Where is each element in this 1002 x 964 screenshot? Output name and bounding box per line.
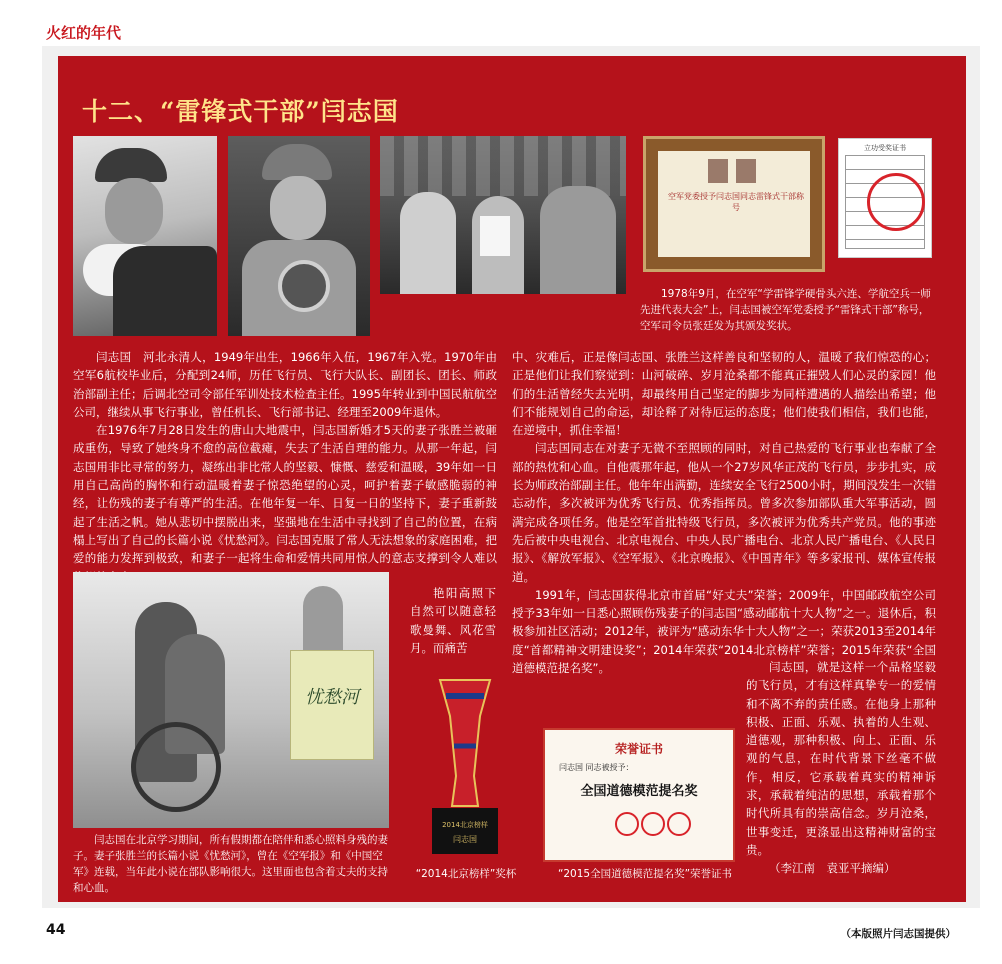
framed-certificate-text: 空军党委授予闫志国同志雷锋式干部称号	[668, 192, 804, 212]
certificate-handover	[480, 216, 510, 256]
caption-wheelchair: 闫志国在北京学习期间，所有假期都在陪伴和悉心照料身残的妻子。妻子张胜兰的长篇小说《忧愁河》，曾在《空军报》和《中国空军》连载，当年此小说在部队影响很大。这里面也包含着丈夫的支持和心血。	[73, 834, 388, 894]
honor-certificate-image	[543, 728, 735, 862]
flower-shape	[278, 260, 330, 312]
article-paragraph: 闫志国 河北永清人，1949年出生，1966年入伍，1967年入党。1970年由空军6航校毕业后，分配到24师，历任飞行员、飞行大队长、副团长、团长、师政治部副主任；后调北空司令部任军训处技术检查主任。1995年转业到中国民航航空公司，继续从事飞行事业，曾任机长、飞行部书记、经理至2009年退休。	[73, 350, 497, 419]
page-number: 44	[46, 922, 66, 938]
jacket-shape	[113, 246, 217, 336]
award-ceremony-photo	[380, 136, 626, 294]
article-paragraph: 1991年，闫志国获得北京市首届“好丈夫”荣誉；2009年，中国邮政航空公司授予33年如一日悉心照顾伤残妻子的闫志国“感动邮航十大人物”之一。退休后，积极参加社区活动；2012年，被评为“感动东华十大人物”之一；荣获2013至2014年度“首都精神文明建设奖”；2014年荣获“2014北京榜样”荣誉；2015年荣获“全国道德模范提名奖”。	[512, 587, 936, 676]
article-paragraph: 闫志国，就是这样一个品格坚毅的飞行员，才有这样真挚专一的爱情和不离不弃的责任感。在他身上那种积极、正面、乐观、执着的人生观、道德观，那种积极、向上、正面、乐观的气息，在时代背景下丝毫不做作，相反，它承载着真实的精神诉求，承载着纯洁的思想，承载着那个时代所具有的崇高信念。岁月沧桑，世事变迁，更涤显出这精神财富的宝贵。	[746, 660, 936, 857]
section-title: 十二、“雷锋式干部”闫志国	[82, 97, 399, 126]
article-column-1-tail: 艳阳高照下自然可以随意轻歌曼舞、风花雪月。而痛苦	[410, 586, 496, 655]
face-shape	[270, 176, 326, 240]
magazine-section-header: 火红的年代	[46, 24, 122, 42]
wheel-shape	[131, 722, 221, 812]
portrait-left	[708, 159, 728, 183]
merit-certificate-title: 立功受奖证书	[864, 144, 906, 152]
framed-certificate	[643, 136, 825, 272]
vase-name-label: 闫志国	[453, 835, 477, 844]
article-paragraph: 闫志国同志在对妻子无微不至照顾的同时，对自己热爱的飞行事业也奉献了全部的热忱和心血。自他震那年起，他从一个27岁风华正茂的飞行员，步步扎实，成长为师政治部副主任。他年年出满勤，连续安全飞行2500小时，期间没发生一次错忘动作，多次被评为优秀飞行员、优秀指挥员。曾多次参加部队重大军事活动，圆满完成各项任务。他是空军首批特级飞行员，多次被评为优秀共产党员。他的事迹先后被中央电视台、北京电视台、中央人民广播电台、北京人民广播电台、《人民日报》、《解放军报》、《空军报》、《北京晚报》、《中国青年》等多家报刊、媒体宣传报道。	[512, 441, 936, 584]
face-shape	[105, 178, 163, 244]
merit-certificate	[838, 138, 932, 258]
article-signature: （李江南 袁亚平摘编）	[769, 861, 896, 876]
book-cover-image	[290, 650, 374, 760]
pagoda-shape	[303, 586, 343, 656]
stamp-icon	[615, 812, 639, 836]
photo-credit: （本版照片闫志国提供）	[840, 928, 956, 940]
red-seal-icon	[867, 173, 925, 231]
honor-certificate-award: 全国道德模范提名奖	[580, 784, 698, 799]
trophy-vase-image	[430, 676, 500, 856]
portrait-photo-2	[228, 136, 370, 336]
portrait-right	[736, 159, 756, 183]
article-column-2	[512, 348, 936, 677]
stamp-icon	[667, 812, 691, 836]
caption-vase: “2014北京榜样”奖杯	[415, 868, 517, 880]
article-column-1	[73, 348, 497, 586]
soldier-left	[400, 192, 456, 294]
portrait-photo-1	[73, 136, 217, 336]
article-paragraph: 在1976年7月28日发生的唐山大地震中，闫志国新婚才5天的妻子张胜兰被砸成重伤，导致了她终身不愈的高位截瘫，失去了生活自理的能力。从那一年起，闫志国用非比寻常的努力，凝练出非比常人的坚毅、慷慨、慈爱和温暖，39年如一日用自己高尚的胸怀和行动温暖着妻子惊恐绝望的心灵，呵护着妻子敏感脆弱的神经，让伤残的妻子有尊严的生活。在他年复一年、日复一日的坚持下，妻子重新鼓起了生活之帆。她从悲切中摆脱出来，坚强地在生活中寻找到了自己的位置，在病榻上写出了自己的长篇小说《忧愁河》。闫志国克服了常人无法想象的家庭困难，把爱的能力发挥到极致，和妻子一起将生命和爱情共同用惊人的意志支撑到令人难以	[73, 423, 497, 566]
caption-honor-certificate: “2015全国道德模范提名奖”荣誉证书	[557, 868, 733, 880]
officer-right	[540, 186, 616, 294]
stamp-icon	[641, 812, 665, 836]
honor-certificate-line: 闫志国 同志被授予：	[559, 763, 634, 772]
honor-certificate-title: 荣誉证书	[614, 742, 663, 756]
certificate-paper	[658, 151, 810, 257]
book-title: 忧愁河	[305, 687, 359, 708]
cap-shape	[95, 148, 167, 182]
vase-base-label: 2014北京榜样	[442, 821, 488, 829]
caption-award-ceremony: 1978年9月，在空军“学雷锋学硬骨头六连、学航空兵一师先进代表大会”上，闫志国被空军党委授予“雷锋式干部”称号，空军司令员张廷发为其颁发奖状。	[640, 288, 931, 332]
article-column-2-tail	[746, 658, 936, 878]
cap-shape	[262, 144, 332, 180]
article-paragraph: 中、灾难后，正是像闫志国、张胜兰这样善良和坚韧的人，温暖了我们惊恐的心；正是他们让我们察觉到：山河破碎、岁月沧桑都不能真正摧毁人们心灵的家园！他们的生活曾经失去光明，却最终用自己坚定的脚步为同样遭遇的人描绘出希望；他们不能规划自己的命运，却诠释了对待厄运的态度；他们使我们相信，我们也能，在逆境中，抓住幸福！	[512, 350, 936, 438]
